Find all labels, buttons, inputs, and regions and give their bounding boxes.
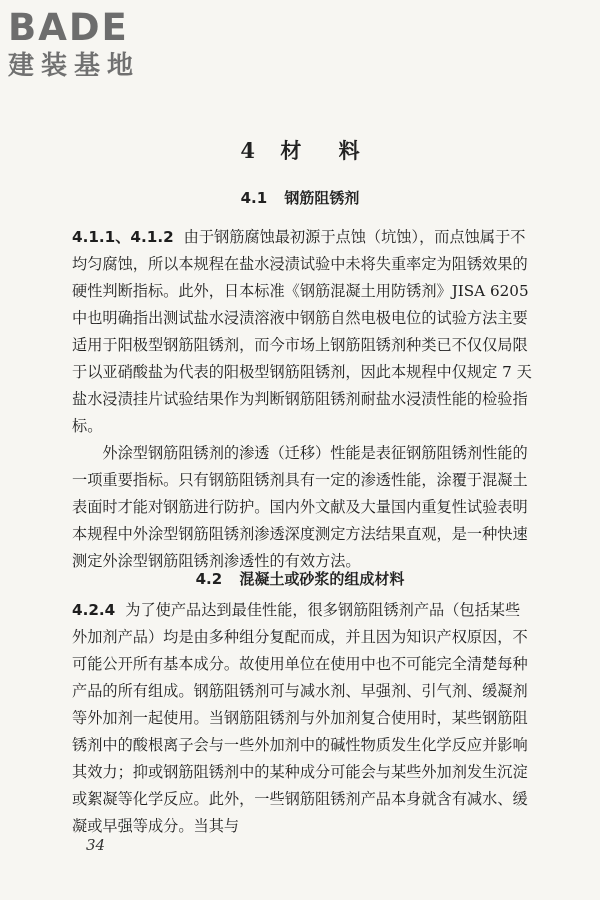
section-4-2-body	[72, 597, 534, 840]
clause-number: 4.2.4	[72, 601, 116, 619]
paragraph-text: 为了使产品达到最佳性能，很多钢筋阻锈剂产品（包括某些外加剂产品）均是由多种组分复配而成，并且因为知识产权原因，不可能公开所有基本成分。故使用单位在使用中也不可能完全清楚每种产品的所有组成。钢筋阻锈剂可与减水剂、早强剂、引气剂、缓凝剂等外加剂一起使用。当钢筋阻锈剂与外加剂复合使用时，某些钢筋阻锈剂中的酸根离子会与一些外加剂中的碱性物质发生化学反应并影响其效力；抑或钢筋阻锈剂中的某种成分可能会与某些外加剂发生沉淀或絮凝等化学反应。此外，一些钢筋阻锈剂产品本身就含有减水、缓凝或早强等成分。当其与	[72, 601, 528, 835]
section-title: 混凝土或砂浆的组成材料	[239, 570, 405, 588]
logo-subtitle: 建装基地	[8, 51, 141, 81]
paragraph	[72, 440, 534, 575]
section-number: 4.1	[240, 189, 268, 207]
paragraph-text: 外涂型钢筋阻锈剂的渗透（迁移）性能是表征钢筋阻锈剂性能的一项重要指标。只有钢筋阻锈剂具有一定的渗透性能，涂覆于混凝土表面时才能对钢筋进行防护。国内外文献及大量国内重复性试验表明本规程中外涂型钢筋阻锈剂渗透深度测定方法结果直观，是一种快速测定外涂型钢筋阻锈剂渗透性的有效方法。	[72, 444, 528, 570]
page-number: 34	[86, 836, 106, 854]
section-heading-4-2	[0, 568, 600, 589]
clause-number: 4.1.1、4.1.2	[72, 228, 174, 246]
section-title: 钢筋阻锈剂	[284, 189, 360, 207]
paragraph	[72, 224, 534, 440]
paragraph-text: 由于钢筋腐蚀最初源于点蚀（坑蚀），而点蚀属于不均匀腐蚀，所以本规程在盐水浸渍试验中未将失重率定为阻锈效果的硬性判断指标。此外，日本标准《钢筋混凝土用防锈剂》JISA 6205 中也明确指出测试盐水浸渍溶液中钢筋自然电极电位的试验方法主要适用于阳极型钢筋阻锈剂，而今市场上钢筋阻锈剂种类已不仅仅局限于以亚硝酸盐为代表的阳极型钢筋阻锈剂，因此本规程中仅规定 7 天盐水浸渍挂片试验结果作为判断钢筋阻锈剂耐盐水浸渍性能的检验指标。	[72, 228, 532, 435]
chapter-title-char-1: 材	[280, 138, 302, 163]
chapter-number: 4	[240, 138, 255, 163]
paragraph	[72, 597, 534, 840]
publisher-logo	[8, 8, 140, 82]
section-heading-4-1	[0, 187, 600, 208]
section-4-1-body	[72, 224, 534, 575]
chapter-title-char-2: 料	[338, 138, 360, 163]
chapter-title	[0, 135, 600, 165]
logo-mark: BADE	[8, 6, 129, 49]
section-number: 4.2	[195, 570, 223, 588]
